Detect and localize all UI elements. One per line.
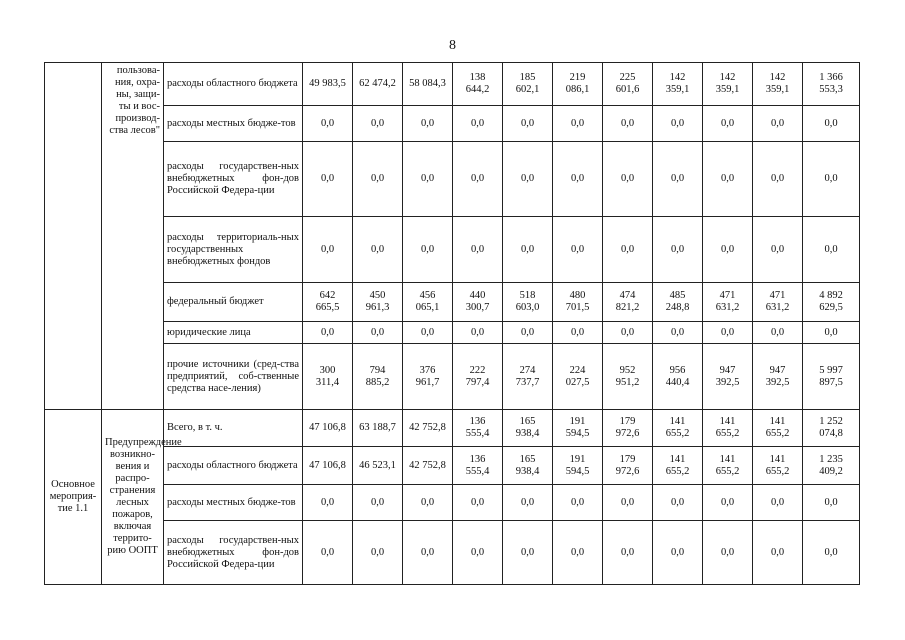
value-cell: 0,0 xyxy=(353,485,403,521)
value-cell: 0,0 xyxy=(653,521,703,585)
value-cell: 142 359,1 xyxy=(653,63,703,106)
value-cell: 179 972,6 xyxy=(603,410,653,447)
value-cell: 471 631,2 xyxy=(753,283,803,322)
value-cell: 0,0 xyxy=(403,322,453,344)
value-cell: 0,0 xyxy=(703,322,753,344)
value-cell: 474 821,2 xyxy=(603,283,653,322)
value-cell: 47 106,8 xyxy=(303,447,353,485)
value-cell: 0,0 xyxy=(453,142,503,217)
value-cell: 947 392,5 xyxy=(753,344,803,410)
value-cell: 0,0 xyxy=(353,142,403,217)
funding-source-cell: федеральный бюджет xyxy=(164,283,303,322)
value-cell: 219 086,1 xyxy=(553,63,603,106)
value-cell: 0,0 xyxy=(453,217,503,283)
value-cell: 0,0 xyxy=(753,142,803,217)
value-cell: 450 961,3 xyxy=(353,283,403,322)
funding-source-cell: прочие источники (сред-ства предприятий, соб-ственные средства насе-ления) xyxy=(164,344,303,410)
value-cell: 142 359,1 xyxy=(753,63,803,106)
value-cell: 141 655,2 xyxy=(703,410,753,447)
value-cell: 0,0 xyxy=(303,521,353,585)
value-cell: 947 392,5 xyxy=(703,344,753,410)
value-cell: 1 235 409,2 xyxy=(803,447,860,485)
value-cell: 47 106,8 xyxy=(303,410,353,447)
value-cell: 0,0 xyxy=(303,217,353,283)
value-cell: 518 603,0 xyxy=(503,283,553,322)
value-cell: 0,0 xyxy=(803,142,860,217)
value-cell: 0,0 xyxy=(553,106,603,142)
value-cell: 138 644,2 xyxy=(453,63,503,106)
funding-source-cell: расходы областного бюджета xyxy=(164,63,303,106)
value-cell: 5 997 897,5 xyxy=(803,344,860,410)
funding-source-cell: расходы государствен-ных внебюджетных фон-дов Российской Федера-ции xyxy=(164,521,303,585)
table-row xyxy=(45,521,860,585)
funding-source-cell: расходы местных бюдже-тов xyxy=(164,485,303,521)
value-cell: 794 885,2 xyxy=(353,344,403,410)
table-row xyxy=(45,142,860,217)
value-cell: 0,0 xyxy=(803,485,860,521)
value-cell: 0,0 xyxy=(453,322,503,344)
value-cell: 0,0 xyxy=(303,106,353,142)
funding-source-cell: Всего, в т. ч. xyxy=(164,410,303,447)
value-cell: 0,0 xyxy=(353,322,403,344)
budget-table xyxy=(44,62,860,585)
page-number: 8 xyxy=(449,38,456,53)
value-cell: 0,0 xyxy=(403,142,453,217)
value-cell: 4 892 629,5 xyxy=(803,283,860,322)
value-cell: 0,0 xyxy=(803,217,860,283)
value-cell: 0,0 xyxy=(403,485,453,521)
value-cell: 165 938,4 xyxy=(503,447,553,485)
value-cell: 136 555,4 xyxy=(453,410,503,447)
value-cell: 0,0 xyxy=(653,142,703,217)
value-cell: 0,0 xyxy=(453,521,503,585)
value-cell: 141 655,2 xyxy=(653,410,703,447)
value-cell: 224 027,5 xyxy=(553,344,603,410)
value-cell: 952 951,2 xyxy=(603,344,653,410)
value-cell: 0,0 xyxy=(403,106,453,142)
value-cell: 0,0 xyxy=(603,322,653,344)
table-row xyxy=(45,217,860,283)
funding-source-cell: расходы территориаль-ных государственных внебюджетных фондов xyxy=(164,217,303,283)
value-cell: 141 655,2 xyxy=(753,410,803,447)
value-cell: 0,0 xyxy=(303,322,353,344)
value-cell: 179 972,6 xyxy=(603,447,653,485)
value-cell: 0,0 xyxy=(353,106,403,142)
value-cell: 0,0 xyxy=(503,106,553,142)
value-cell: 136 555,4 xyxy=(453,447,503,485)
value-cell: 141 655,2 xyxy=(753,447,803,485)
value-cell: 642 665,5 xyxy=(303,283,353,322)
value-cell: 0,0 xyxy=(403,521,453,585)
value-cell: 0,0 xyxy=(553,485,603,521)
value-cell: 185 602,1 xyxy=(503,63,553,106)
value-cell: 141 655,2 xyxy=(703,447,753,485)
value-cell: 0,0 xyxy=(353,521,403,585)
value-cell: 0,0 xyxy=(703,142,753,217)
table-row xyxy=(45,485,860,521)
value-cell: 141 655,2 xyxy=(653,447,703,485)
funding-source-cell: расходы местных бюдже-тов xyxy=(164,106,303,142)
value-cell: 0,0 xyxy=(453,106,503,142)
value-cell: 63 188,7 xyxy=(353,410,403,447)
value-cell: 42 752,8 xyxy=(403,410,453,447)
value-cell: 0,0 xyxy=(553,142,603,217)
value-cell: 0,0 xyxy=(503,322,553,344)
value-cell: 0,0 xyxy=(303,485,353,521)
table-row xyxy=(45,63,860,106)
value-cell: 0,0 xyxy=(753,106,803,142)
value-cell: 0,0 xyxy=(603,217,653,283)
value-cell: 440 300,7 xyxy=(453,283,503,322)
value-cell: 956 440,4 xyxy=(653,344,703,410)
value-cell: 191 594,5 xyxy=(553,447,603,485)
table-row xyxy=(45,106,860,142)
value-cell: 376 961,7 xyxy=(403,344,453,410)
value-cell: 274 737,7 xyxy=(503,344,553,410)
value-cell: 49 983,5 xyxy=(303,63,353,106)
value-cell: 485 248,8 xyxy=(653,283,703,322)
value-cell: 0,0 xyxy=(703,521,753,585)
value-cell: 142 359,1 xyxy=(703,63,753,106)
value-cell: 165 938,4 xyxy=(503,410,553,447)
value-cell: 0,0 xyxy=(553,322,603,344)
activity-name-cell: Предупреждение возникно- вения и распро- странения лесных пожаров, включая террито- рию ООПТ xyxy=(102,410,164,585)
value-cell: 0,0 xyxy=(753,217,803,283)
value-cell: 0,0 xyxy=(603,142,653,217)
value-cell: 0,0 xyxy=(303,142,353,217)
value-cell: 0,0 xyxy=(803,106,860,142)
activity-name-cell: пользова- ния, охра- ны, защи- ты и вос- производ- ства лесов" xyxy=(102,63,164,410)
value-cell: 1 252 074,8 xyxy=(803,410,860,447)
value-cell: 46 523,1 xyxy=(353,447,403,485)
table-row xyxy=(45,322,860,344)
value-cell: 62 474,2 xyxy=(353,63,403,106)
funding-source-cell: расходы государствен-ных внебюджетных фон-дов Российской Федера-ции xyxy=(164,142,303,217)
value-cell: 471 631,2 xyxy=(703,283,753,322)
value-cell: 0,0 xyxy=(753,521,803,585)
value-cell: 0,0 xyxy=(403,217,453,283)
value-cell: 191 594,5 xyxy=(553,410,603,447)
value-cell: 0,0 xyxy=(503,217,553,283)
funding-source-cell: юридические лица xyxy=(164,322,303,344)
value-cell: 0,0 xyxy=(703,106,753,142)
value-cell: 0,0 xyxy=(453,485,503,521)
value-cell: 0,0 xyxy=(553,217,603,283)
value-cell: 0,0 xyxy=(653,485,703,521)
table-row xyxy=(45,447,860,485)
value-cell: 0,0 xyxy=(753,322,803,344)
value-cell: 0,0 xyxy=(703,485,753,521)
value-cell: 58 084,3 xyxy=(403,63,453,106)
value-cell: 0,0 xyxy=(703,217,753,283)
value-cell: 0,0 xyxy=(503,142,553,217)
value-cell: 0,0 xyxy=(503,485,553,521)
value-cell: 0,0 xyxy=(803,322,860,344)
value-cell: 42 752,8 xyxy=(403,447,453,485)
value-cell: 0,0 xyxy=(653,322,703,344)
table-row xyxy=(45,410,860,447)
value-cell: 222 797,4 xyxy=(453,344,503,410)
value-cell: 0,0 xyxy=(803,521,860,585)
value-cell: 0,0 xyxy=(603,485,653,521)
value-cell: 300 311,4 xyxy=(303,344,353,410)
value-cell: 456 065,1 xyxy=(403,283,453,322)
table-row xyxy=(45,344,860,410)
value-cell: 0,0 xyxy=(653,217,703,283)
value-cell: 480 701,5 xyxy=(553,283,603,322)
table-row xyxy=(45,283,860,322)
activity-code-cell: Основное мероприя- тие 1.1 xyxy=(45,410,102,585)
value-cell: 0,0 xyxy=(603,521,653,585)
value-cell: 1 366 553,3 xyxy=(803,63,860,106)
value-cell: 0,0 xyxy=(353,217,403,283)
value-cell: 225 601,6 xyxy=(603,63,653,106)
value-cell: 0,0 xyxy=(653,106,703,142)
funding-source-cell: расходы областного бюджета xyxy=(164,447,303,485)
value-cell: 0,0 xyxy=(603,106,653,142)
value-cell: 0,0 xyxy=(553,521,603,585)
activity-code-cell xyxy=(45,63,102,410)
table-body xyxy=(45,63,860,585)
value-cell: 0,0 xyxy=(753,485,803,521)
value-cell: 0,0 xyxy=(503,521,553,585)
